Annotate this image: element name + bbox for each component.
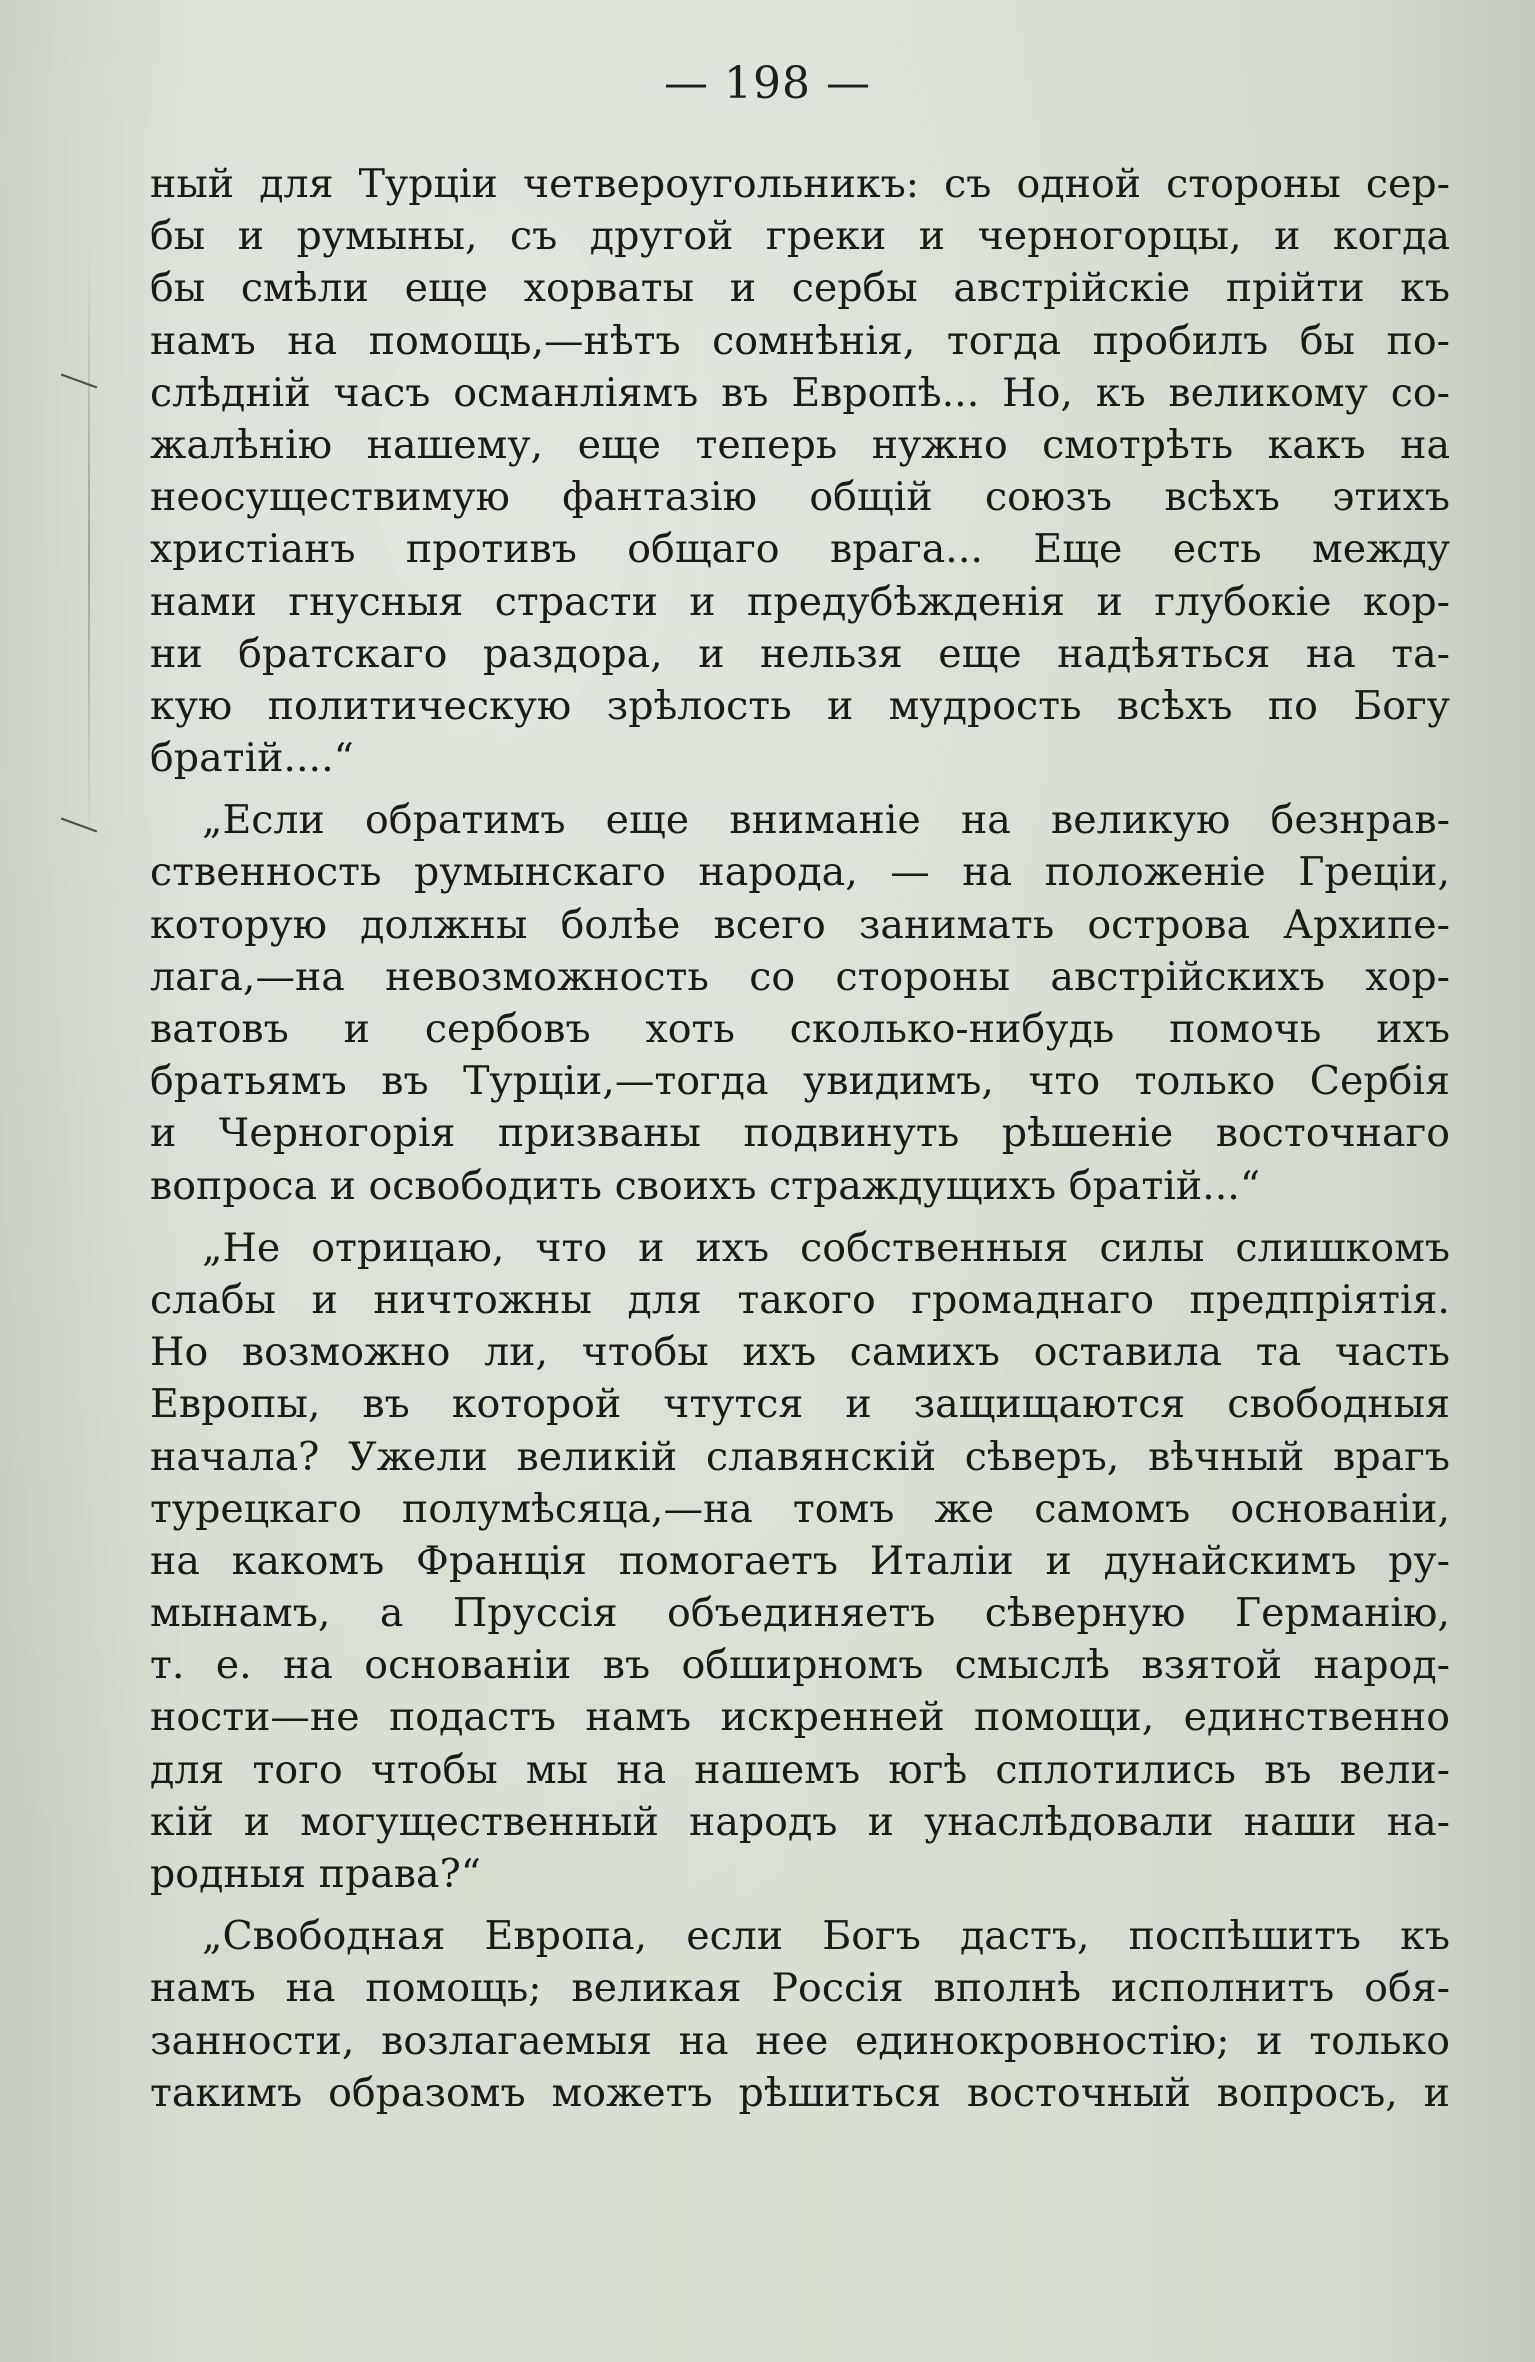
- text-line: турецкаго полумѣсяца,—на томъ же самомъ основаніи,: [150, 1485, 1450, 1532]
- text-line: жалѣнію нашему, еще теперь нужно смотрѣть какъ на: [150, 421, 1450, 468]
- text-line: на какомъ Франція помогаетъ Италіи и дунайскимъ ру-: [150, 1537, 1450, 1584]
- text-line: „Свободная Европа, если Богъ дастъ, поспѣшитъ къ: [202, 1913, 1450, 1960]
- text-line: намъ на помощь; великая Россія вполнѣ исполнитъ обя-: [150, 1965, 1450, 2012]
- text-line: мынамъ, а Пруссія объединяетъ сѣверную Германію,: [150, 1590, 1450, 1637]
- text-line: ватовъ и сербовъ хоть сколько-нибудь помочь ихъ: [150, 1006, 1450, 1052]
- text-line: для того чтобы мы на нашемъ югѣ сплотились въ вели-: [150, 1746, 1450, 1793]
- text-line: братій....“: [150, 735, 354, 782]
- text-line: и Черногорія призваны подвинуть рѣшеніе восточнаго: [150, 1110, 1450, 1157]
- body-text: [150, 158, 1450, 2119]
- text-line: ности—не подастъ намъ искренней помощи, единственно: [150, 1694, 1450, 1741]
- text-line: ный для Турціи четвероугольникъ: съ одной стороны сер-: [150, 161, 1450, 207]
- margin-pencil-stroke: [88, 250, 90, 850]
- text-line: „Не отрицаю, что и ихъ собственныя силы слишкомъ: [202, 1224, 1450, 1271]
- text-line: ственность румынскаго народа, — на положеніе Греціи,: [150, 849, 1450, 896]
- text-line: нами гнусныя страсти и предубѣжденія и глубокіе кор-: [150, 578, 1450, 625]
- text-line: т. е. на основаніи въ обширномъ смыслѣ взятой народ-: [150, 1642, 1450, 1689]
- text-line: такимъ образомъ можетъ рѣшиться восточный вопросъ, и: [150, 2069, 1450, 2116]
- text-line: бы смѣли еще хорваты и сербы австрійскіе прійти къ: [150, 265, 1450, 312]
- text-line: начала? Ужели великій славянскій сѣверъ, вѣчный врагъ: [150, 1433, 1450, 1480]
- text-line: христіанъ противъ общаго врага... Еще есть между: [150, 526, 1450, 573]
- text-line: слѣдній часъ османліямъ въ Европѣ... Но, къ великому со-: [150, 369, 1450, 416]
- text-line: ни братскаго раздора, и нельзя еще надѣяться на та-: [150, 630, 1450, 677]
- text-line: слабы и ничтожны для такого громаднаго предпріятія.: [150, 1276, 1450, 1323]
- text-line: неосуществимую фантазію общій союзъ всѣхъ этихъ: [150, 474, 1450, 521]
- text-line: кій и могущественный народъ и унаслѣдовали наши на-: [150, 1798, 1450, 1845]
- text-line: занности, возлагаемыя на нее единокровностію; и только: [150, 2017, 1450, 2064]
- text-line: братьямъ въ Турціи,—тогда увидимъ, что только Сербія: [150, 1058, 1450, 1105]
- text-line: которую должны болѣе всего занимать острова Архипе-: [150, 901, 1450, 948]
- text-line: „Если обратимъ еще вниманіе на великую безнрав-: [202, 797, 1450, 844]
- text-line: намъ на помощь,—нѣтъ сомнѣнія, тогда пробилъ бы по-: [150, 317, 1450, 364]
- margin-mark: [61, 374, 97, 389]
- text-line: Но возможно ли, чтобы ихъ самихъ оставила та часть: [150, 1329, 1450, 1376]
- text-line: Европы, въ которой чтутся и защищаются свободныя: [150, 1381, 1450, 1428]
- margin-mark: [61, 818, 97, 833]
- text-line: лага,—на невозможность со стороны австрійскихъ хор-: [150, 953, 1450, 1000]
- text-line: вопроса и освободить своихъ страждущихъ братій...“: [150, 1162, 1261, 1209]
- page-number: — 198 —: [664, 58, 871, 109]
- text-line: кую политическую зрѣлость и мудрость всѣхъ по Богу: [150, 682, 1450, 729]
- text-line: родныя права?“: [150, 1851, 481, 1897]
- text-line: бы и румыны, съ другой греки и черногорцы, и когда: [150, 213, 1450, 260]
